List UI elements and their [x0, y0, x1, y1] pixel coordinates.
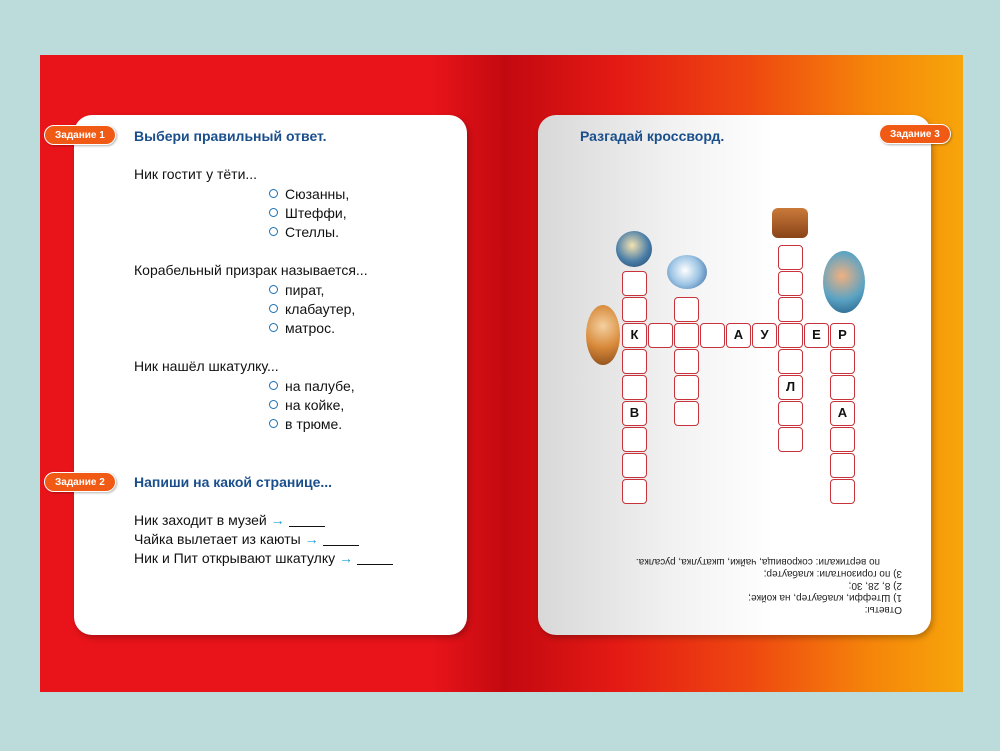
crossword-cell[interactable] [674, 297, 699, 322]
crossword-cell[interactable] [674, 323, 699, 348]
answers-line-3: 3) по горизонтали: клабаутер; [763, 568, 902, 579]
crossword-cell[interactable] [830, 349, 855, 374]
book-spread [40, 55, 963, 692]
question-3: Ник нашёл шкатулку... [134, 358, 279, 374]
answer-blank-1[interactable] [289, 513, 325, 527]
radio-circle-icon[interactable] [269, 285, 278, 294]
crossword-cell[interactable] [674, 375, 699, 400]
crossword-cell[interactable] [778, 401, 803, 426]
radio-circle-icon[interactable] [269, 189, 278, 198]
crossword-cell[interactable] [778, 427, 803, 452]
crossword-cell[interactable] [622, 479, 647, 504]
mermaid-sculpture-icon [616, 231, 652, 267]
option-1-2[interactable]: Штеффи, [269, 205, 347, 221]
crossword-cell[interactable]: Р [830, 323, 855, 348]
crossword-cell[interactable] [622, 427, 647, 452]
mermaid-icon [823, 251, 865, 313]
task2-heading: Напиши на какой странице... [134, 474, 333, 490]
crossword-cell[interactable] [622, 271, 647, 296]
left-page [40, 55, 502, 692]
crossword-cell[interactable] [778, 271, 803, 296]
crossword-cell[interactable]: А [830, 401, 855, 426]
crossword-cell[interactable]: А [726, 323, 751, 348]
radio-circle-icon[interactable] [269, 304, 278, 313]
arrow-right-icon: → [304, 531, 319, 547]
crossword-cell[interactable] [622, 349, 647, 374]
crossword-cell[interactable] [778, 245, 803, 270]
task3-heading: Разгадай кроссворд. [580, 128, 725, 144]
klabauter-icon [586, 305, 620, 365]
radio-circle-icon[interactable] [269, 227, 278, 236]
crossword-cell[interactable]: У [752, 323, 777, 348]
answers-block [582, 555, 902, 615]
option-3-3[interactable]: в трюме. [269, 416, 342, 432]
crossword-cell[interactable] [778, 323, 803, 348]
page-line-3: Ник и Пит открывают шкатулку → [134, 550, 393, 566]
option-2-3[interactable]: матрос. [269, 320, 335, 336]
crossword-cell[interactable]: Е [804, 323, 829, 348]
crossword-cell[interactable] [778, 349, 803, 374]
arrow-right-icon: → [270, 512, 285, 528]
task1-tab: Задание 1 [44, 125, 116, 145]
radio-circle-icon[interactable] [269, 419, 278, 428]
crossword-cell[interactable]: Л [778, 375, 803, 400]
crossword-cell[interactable] [622, 375, 647, 400]
radio-circle-icon[interactable] [269, 400, 278, 409]
answer-blank-2[interactable] [323, 532, 359, 546]
arrow-right-icon: → [339, 550, 354, 566]
crossword-cell[interactable] [830, 453, 855, 478]
option-1-1[interactable]: Сюзанны, [269, 186, 349, 202]
crossword-cell[interactable]: В [622, 401, 647, 426]
option-1-3[interactable]: Стеллы. [269, 224, 339, 240]
crossword-cell[interactable] [700, 323, 725, 348]
crossword-cell[interactable] [674, 401, 699, 426]
crossword-cell[interactable] [622, 297, 647, 322]
treasure-chest-icon [772, 208, 808, 238]
task3-tab: Задание 3 [879, 124, 951, 144]
seagull-icon [667, 255, 707, 289]
answers-title: Ответы: [864, 604, 902, 615]
question-1: Ник гостит у тёти... [134, 166, 258, 182]
answers-line-4: по вертикали: сокровища, чайки, шкатулка, русалка. [635, 556, 880, 567]
crossword-cell[interactable]: К [622, 323, 647, 348]
right-page [502, 55, 963, 692]
radio-circle-icon[interactable] [269, 208, 278, 217]
crossword-cell[interactable] [830, 427, 855, 452]
crossword-cell[interactable] [622, 453, 647, 478]
option-2-2[interactable]: клабаутер, [269, 301, 355, 317]
option-2-1[interactable]: пират, [269, 282, 324, 298]
task2-tab: Задание 2 [44, 472, 116, 492]
answers-line-2: 2) 8, 28, 30; [848, 580, 902, 591]
crossword-cell[interactable] [830, 479, 855, 504]
crossword-cell[interactable] [648, 323, 673, 348]
option-3-2[interactable]: на койке, [269, 397, 344, 413]
crossword-cell[interactable] [830, 375, 855, 400]
page-line-2: Чайка вылетает из каюты → [134, 531, 359, 547]
radio-circle-icon[interactable] [269, 323, 278, 332]
answers-line-1: 1) Штеффи, клабаутер, на койке; [748, 592, 902, 603]
answer-blank-3[interactable] [357, 551, 393, 565]
question-2: Корабельный призрак называется... [134, 262, 368, 278]
radio-circle-icon[interactable] [269, 381, 278, 390]
crossword-cell[interactable] [674, 349, 699, 374]
option-3-1[interactable]: на палубе, [269, 378, 355, 394]
crossword-cell[interactable] [778, 297, 803, 322]
task1-heading: Выбери правильный ответ. [134, 128, 327, 144]
page-line-1: Ник заходит в музей → [134, 512, 325, 528]
